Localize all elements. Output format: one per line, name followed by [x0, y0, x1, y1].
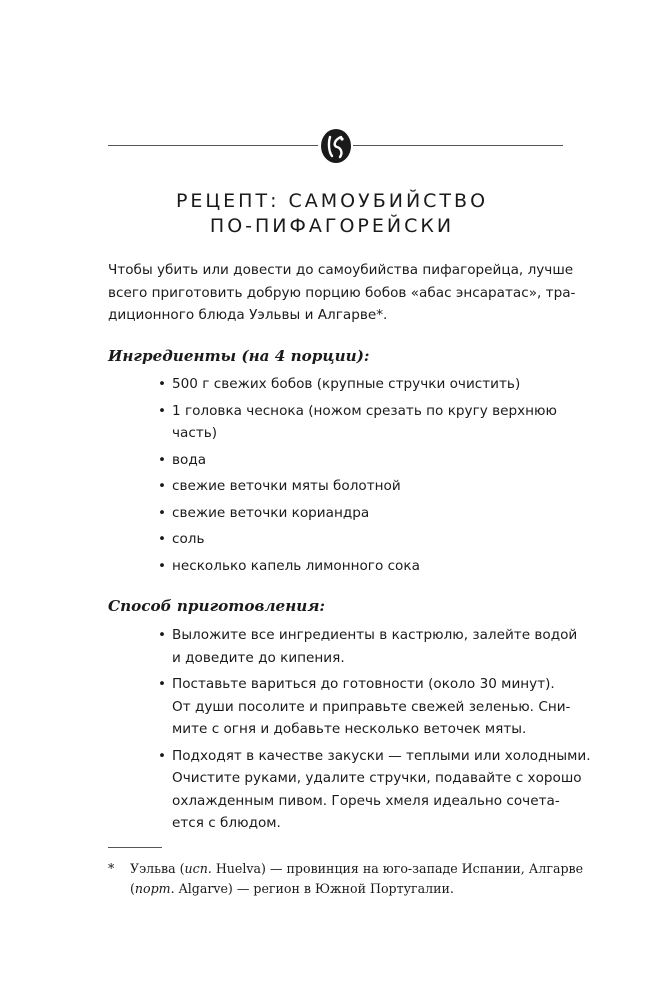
- footnote-divider: [108, 847, 162, 848]
- publisher-logo-icon: [319, 128, 353, 164]
- list-item-line: часть): [172, 425, 218, 441]
- footnote: [108, 859, 584, 899]
- list-item-line: 1 головка чеснока (ножом срезать по кругу верхнюю: [172, 402, 557, 419]
- bullet: •: [158, 478, 167, 494]
- footnote-abbreviation: исп.: [184, 861, 212, 876]
- list-item-line: Поставьте вариться до готовности (около 30 минут).: [172, 676, 555, 692]
- method-list: [158, 624, 591, 839]
- ingredients-heading: Ингредиенты (на 4 порции):: [108, 347, 370, 365]
- intro-line: всего приготовить добрую порцию бобов «абас энсаратас», тра-: [108, 284, 576, 301]
- footnote-text: Algarve) — регион в Южной Португалии.: [174, 881, 454, 896]
- footnote-text: (: [130, 881, 135, 896]
- list-item-line: охлажденным пивом. Горечь хмеля идеально сочета-: [172, 792, 560, 809]
- list-item-line: Очистите руками, удалите стручки, подавайте с хорошо: [172, 770, 582, 786]
- intro-paragraph: [108, 259, 576, 327]
- bullet: •: [158, 557, 167, 574]
- list-item-line: ется с блюдом.: [172, 815, 281, 831]
- list-item: [158, 673, 572, 741]
- list-item-line: 500 г свежих бобов (крупные стручки очистить): [172, 376, 521, 392]
- list-item: [158, 373, 572, 396]
- section-ornament: [108, 128, 563, 164]
- list-item-line: мите с огня и добавьте несколько веточек мяты.: [172, 721, 527, 737]
- list-item-line: От души посолите и приправьте свежей зеленью. Сни-: [172, 698, 571, 715]
- ornament-rule-left: [108, 145, 318, 146]
- list-item: [158, 475, 572, 498]
- intro-line: диционного блюда Уэльвы и Алгарве*.: [108, 307, 388, 323]
- list-item-line: вода: [172, 451, 207, 468]
- recipe-title-line-1: РЕЦЕПТ: САМОУБИЙСТВО: [175, 190, 489, 212]
- footnote-abbreviation: порт.: [134, 881, 175, 896]
- footnote-line: [108, 879, 568, 899]
- list-item-line: и доведите до кипения.: [172, 649, 345, 666]
- list-item-line: Выложите все ингредиенты в кастрюлю, залейте водой: [172, 627, 578, 643]
- footnote-text: Huelva) — провинция на юго-западе Испании, Алгарве: [211, 861, 584, 876]
- list-item: [158, 555, 572, 578]
- ingredients-list: [158, 373, 572, 581]
- bullet: •: [158, 747, 167, 764]
- bullet: •: [158, 676, 167, 692]
- list-item-line: несколько капель лимонного сока: [172, 557, 420, 574]
- footnote-line: [108, 859, 584, 879]
- list-item: [158, 624, 578, 669]
- bullet: •: [158, 504, 167, 521]
- list-item: [158, 449, 572, 472]
- ornament-rule-right: [353, 145, 563, 146]
- recipe-title-line-2: ПО-ПИФАГОРЕЙСКИ: [209, 215, 455, 237]
- footnote-text: Уэльва (: [130, 861, 185, 876]
- list-item-line: соль: [172, 531, 205, 547]
- list-item: [158, 400, 572, 445]
- list-item-line: свежие веточки кориандра: [172, 504, 370, 521]
- method-heading: Способ приготовления:: [108, 597, 326, 615]
- list-item-line: свежие веточки мяты болотной: [172, 478, 401, 494]
- list-item-line: Подходят в качестве закуски — теплыми или холодными.: [172, 747, 591, 764]
- intro-line: Чтобы убить или довести до самоубийства пифагорейца, лучше: [108, 262, 574, 278]
- bullet: •: [158, 376, 167, 392]
- bullet: •: [158, 402, 167, 419]
- footnote-mark: *: [108, 861, 115, 876]
- list-item: [158, 528, 572, 551]
- bullet: •: [158, 451, 167, 468]
- bullet: •: [158, 531, 167, 547]
- list-item: [158, 745, 591, 835]
- bullet: •: [158, 627, 167, 643]
- list-item: [158, 502, 572, 525]
